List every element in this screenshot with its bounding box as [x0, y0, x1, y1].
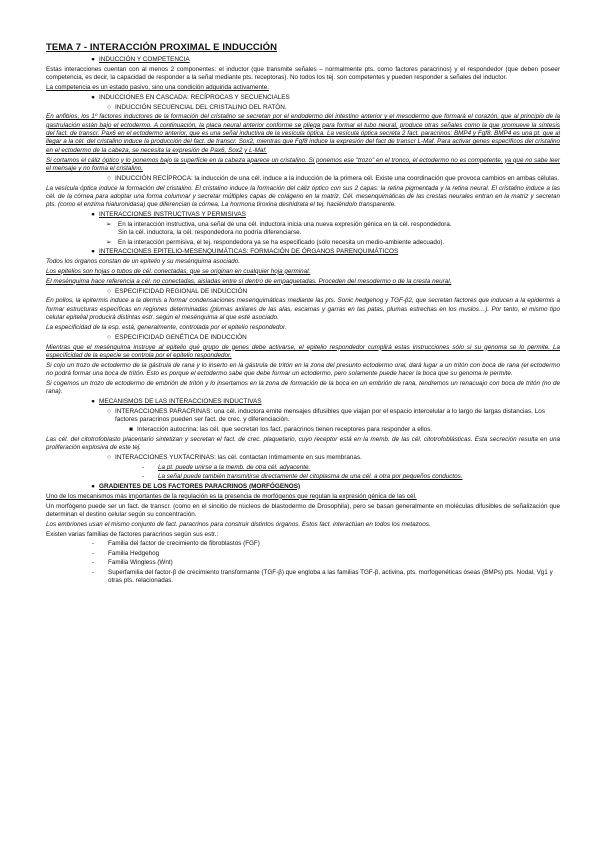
- list-item: [46, 569, 560, 586]
- dash-bullet-icon: -: [142, 463, 145, 471]
- heading-paracrinas: [46, 408, 560, 425]
- list-item: [46, 239, 560, 247]
- bullet-icon: ●: [91, 482, 95, 490]
- circle-bullet-icon: ○: [107, 174, 111, 182]
- paragraph: El mesénquima hace referencia a cél. no conectadas, aisladas entre sí dentro de empaquetadas. Proceden del mesodermo o de la cresta neural.: [46, 277, 452, 285]
- paragraph: Los epitelios son hojas o tubos de cél. conectadas, que se originan en cualquier hoja germinal.: [46, 267, 311, 275]
- heading-text: INDUCCIÓN RECÍPROCA: la inducción de una cél. induce a la inducción de la primera cél. Existe una coordinación que provoca cambios en ambas células.: [115, 174, 560, 182]
- paragraph: Estas interacciones cuentan con al menos 2 componentes: el inductor (que transmite señales – normalmente pts. como factores paracrinos) y el respondedor (que deben poseer competencia, es decir, la capacidad de responder a la señal mediante pts. receptoras). No todos los tej. son competentes y pueden responder a señales del inductor.: [46, 65, 560, 82]
- heading-text: INTERACCIONES PARACRINAS: una cél. inductora emite mensajes difusibles que viajan por el espacio intercelular a lo largo de largas distancias. Los factores paracrinos pueden ser fact. de crec. y diferenciación.: [115, 407, 546, 424]
- paragraph: Las cél. del citotrofoblasto placentario sintetizan y secretan el fact. de crec. plaquetario, cuyo receptor está en la memb. de las cél. citotrofoblásticas. Esta secreción resulta en una proliferación explosiva de este tej.: [46, 435, 560, 452]
- heading-text: GRADIENTES DE LOS FACTORES PARACRINOS (MORFÓGENOS): [99, 482, 301, 490]
- heading-text: ESPECIFICIDAD GENÉTICA DE INDUCCIÓN: [115, 333, 247, 341]
- list-item-text: En la interacción instructiva, una señal de una cél. inductora inicia una nueva expresión génica en la cél. respondedora. Sin la cél. inductora, la cél. respondedora no podría diferenciarse.: [118, 220, 452, 237]
- bullet-icon: ●: [91, 248, 95, 256]
- heading-induccion: [46, 56, 560, 64]
- heading-text: Interacción autocrina: las cél. que secretan los fact. paracrinos tienen receptores para responder a ellos.: [137, 426, 433, 434]
- dash-bullet-icon: -: [92, 568, 95, 576]
- list-item: [46, 550, 560, 558]
- list-item: [46, 221, 560, 238]
- bullet-icon: ●: [91, 56, 95, 63]
- list-item-text: En la interacción permisiva, el tej. respondedora ya se ha especificado (sólo necesita un medio-ambiente adecuado).: [118, 238, 445, 246]
- heading-text: INTERACCIONES INSTRUCTIVAS Y PERMISIVAS: [99, 211, 246, 219]
- paragraph: Los embriones usan el mismo conjunto de fact. paracrinos para construir distintos órganos. Estos fact. interactúan en todos los metazoos.: [46, 520, 431, 528]
- list-item-text: Familia del factor de crecimiento de fibroblastos (FGF): [108, 540, 260, 548]
- heading-text: INTERACCIONES EPITELIO-MESENQUIMÁTICAS: FORMACIÓN DE ÓRGANOS PARENQUIMÁTICOS: [99, 248, 399, 256]
- arrow-bullet-icon: ➢: [106, 220, 112, 228]
- paragraph: Si cojo un trozo de ectodermo de la gástrula de rana y lo inserto en la gástrula de tritón en la zona del presunto ectodermo oral, dará lugar a un tritón con boca de rana (el ectodermo no podrá formar una boca de tritón. Esto es porque el ectodermo sabe que debe formar un ectodermo, pero solamente puede hacer la boca que su genoma le permite.: [46, 361, 560, 377]
- circle-bullet-icon: ○: [107, 103, 111, 111]
- heading-instructivas: [46, 211, 560, 219]
- heading-text: INDUCCIÓN Y COMPETENCIA: [99, 56, 190, 63]
- heading-autocrina: [46, 426, 560, 434]
- list-item: [46, 540, 560, 548]
- circle-bullet-icon: ○: [107, 454, 111, 462]
- paragraph: Uno de los mecanismos más importantes de la regulación es la presencia de morfógenos que regulan la expresión génica de las cél.: [46, 492, 417, 500]
- paragraph: Un morfógeno puede ser un fact. de transcr. (como en el sincitio de núcleos de blastodermo de Drosophila), pero se basan generalmente en moléculas difusibles de señalización que determinan el destino celular según su concentración.: [46, 502, 560, 518]
- heading-text: INTERACCIONES YUXTACRINAS: las cél. contactan íntimamente en sus membranas.: [115, 454, 362, 462]
- bullet-icon: ●: [91, 211, 95, 219]
- heading-yuxtacrinas: [46, 454, 560, 462]
- paragraph: La especificidad de la esp. está, generalmente, controlada por el epitelio respondedor.: [46, 323, 287, 331]
- paragraph: Existen varias familias de factores paracrinos según sus estr.:: [46, 530, 219, 538]
- dash-bullet-icon: -: [142, 473, 145, 481]
- circle-bullet-icon: ○: [107, 287, 111, 295]
- paragraph: Si cogemos un trozo de ectodermo de embrión de tritón y lo insertamos en la zona de formación de la boca en un embrión de rana, tendremos un renacuajo con boca de tritón (no de rana).: [46, 379, 560, 396]
- paragraph: Si cortamos el cáliz óptico y lo ponemos bajo la superficie en la cabeza aparece un cristalino. Si ponemos ese "trozo" en el tronco, el ectodermo no es competente, ya que no sabe leer el mensaje y no forma el cristalino.: [46, 156, 560, 172]
- list-item-text: La señal puede también transmitirse directamente del citoplasma de una cél. a otra por pequeños conductos.: [158, 473, 463, 481]
- dash-bullet-icon: -: [92, 549, 95, 557]
- heading-secuencial: [46, 104, 560, 112]
- paragraph: La vesícula óptica induce la formación del cristalino. El cristalino induce la formación del cáliz óptico con sus 2 capas: la retina pigmentada y la retina neural. El cristalino induce a las cél. de la córnea para adoptar una forma columnar y secretar múltiples capas de colágeno en la matriz. Cél. mesenquimáticas de las crestas neurales entran en la matriz y secretan pts. (como el enzima hialuronidasa) que diferencian la córnea. La hormona tiroxina deshidrata el tej. haciéndolo transparente.: [46, 184, 560, 209]
- heading-regional: [46, 288, 560, 296]
- heading-text: ESPECIFICIDAD REGIONAL DE INDUCCIÓN: [115, 287, 248, 295]
- heading-epitelio: [46, 248, 560, 256]
- list-item-text: Superfamilia del factor-β de crecimiento transformante (TGF-β) que engloba a las familias TGF-β, activina, pts. morfogenéticas óseas (BMPs) pts. Nodal, Vg1 y otras pts. relacionadas.: [108, 568, 553, 585]
- paragraph: Todos los órganos constan de un epitelio y su mesénquima asociado.: [46, 257, 241, 265]
- heading-cascada: [46, 94, 560, 102]
- list-item-text: Familia Hedgehog: [108, 549, 160, 557]
- circle-bullet-icon: ○: [107, 407, 111, 415]
- heading-genetica: [46, 334, 560, 342]
- list-item: [46, 473, 560, 481]
- heading-gradientes: [46, 483, 560, 491]
- paragraph: En pollos, la epitermis induce a la dermis a formar condensaciones mesenquimáticas mediante las pts. Sonic hedgehog y TGF-β2, que secretan factores que inducen a la epidermis a formar estructuras específicas en regiones determinadas (plumas axilares de las alas, escamas y garras en las patas, plumas estrechas en los muslos…). Por tanto, el mismo tipo celular epitelial producirá distintas estr. según el mesénquima al que esté asociado.: [46, 297, 560, 321]
- heading-text: MECANISMOS DE LAS INTERACCIONES INDUCTIVAS: [99, 398, 262, 406]
- heading-text: INDUCCIÓN SECUENCIAL DEL CRISTALINO DEL RATÓN.: [115, 103, 287, 111]
- square-bullet-icon: ■: [129, 426, 133, 434]
- dash-bullet-icon: -: [92, 559, 95, 567]
- list-item-text: La pt. puede unirse a la memb. de otra cél. adyacente.: [158, 463, 311, 471]
- heading-mecanismos: [46, 398, 560, 406]
- list-item: [46, 464, 560, 472]
- arrow-bullet-icon: ➢: [106, 238, 112, 246]
- paragraph: La competencia es un estado pasivo, sino una condición adquirida activamente.: [46, 83, 269, 91]
- list-item: [46, 559, 560, 567]
- list-item-text: Familia Wingless (Wnt): [108, 559, 173, 567]
- page-title: TEMA 7 - INTERACCIÓN PROXIMAL E INDUCCIÓN: [46, 42, 278, 53]
- paragraph: Mientras que el mesénquima instruye al epitelio qué grupo de genes debe activarse, el epitelio respondedor cumplirá estas instrucciones sólo si su genoma se lo permite. La especificidad de la especie se controla por el epitelio respondedor.: [46, 343, 560, 359]
- circle-bullet-icon: ○: [107, 333, 111, 341]
- bullet-icon: ●: [91, 398, 95, 406]
- dash-bullet-icon: -: [92, 540, 95, 548]
- heading-text: INDUCCIONES EN CASCADA: RECÍPROCAS Y SECUENCIALES: [99, 93, 290, 101]
- paragraph: En anfibios, los 1º factores inductores de la formación del cristalino se secretan por el endodermo del intestino anterior y el mesodermo que formará el corazón, que al principio de la gastrulación están bajo el ectodermo. A continuación, la placa neural anterior conforme se pliega para formar el tubo neural, produce otras señales como la que promueve la síntesis del fact. de transcr. Pax6 en el ectodermo anterior, que es una señal inductiva de la vesícula óptica. La vesícula óptica secreta 2 fact. paracrinos: BMP4 y Fgf8. BMP4 es una pt. que al llegar a la cél. del cristalino induce la producción del fact. de transcr. Sox2, mientras que Fgf8 induce la expresión del fact de transcr L-Maf. Para activar genes específicos del cristalino en el ectodermo de la cabeza, se necesita la expresión de Pax6, Sox2 y L-Maf.: [46, 113, 560, 154]
- heading-reciproca: [46, 175, 560, 183]
- bullet-icon: ●: [91, 93, 95, 101]
